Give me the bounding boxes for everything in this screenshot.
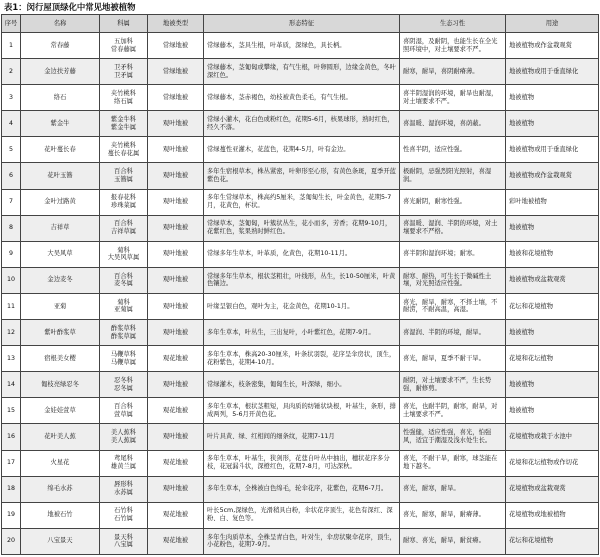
cell-morphology: 多年生肉质草本，全株呈青白色，叶对生，伞房状聚伞花序，顶生，小花粉色，花期7-9月。 [204,528,400,554]
cell-plant-name: 吉祥草 [21,215,100,241]
cell-family-genus: 忍冬科 忍冬属 [100,372,148,398]
cell-plant-name: 地被石竹 [21,502,100,528]
cell-number: 2 [2,59,21,85]
cell-use: 花境和花坛植物 [506,346,599,372]
cell-plant-name: 火星花 [21,450,100,476]
cell-plant-name: 金边麦冬 [21,267,100,293]
cell-number: 11 [2,293,21,319]
cell-ecology: 耐寒、耐热，可生长于微碱性土壤，对光照适应性强。 [400,267,506,293]
cell-ecology: 喜光，耐寒，耐旱。 [400,476,506,502]
cell-plant-name: 宿根美女樱 [21,346,100,372]
table-row [2,59,599,85]
header-morphology: 形态特征 [204,15,400,33]
cell-ecology: 耐寒，耐旱，喜阴耐瘠薄。 [400,59,506,85]
cell-number: 3 [2,85,21,111]
cell-use: 地被植物或盆栽观赏 [506,267,599,293]
cell-morphology: 多年生草本，全株被白色绵毛，轮伞花序，花紫色，花期6-7月。 [204,476,400,502]
cell-plant-name: 花叶美人蕉 [21,424,100,450]
cell-cover-type: 观叶地被 [148,372,204,398]
table-row [2,215,599,241]
cell-use: 地被植物 [506,111,599,137]
header-cover-type: 地被类型 [148,15,204,33]
cell-number: 18 [2,476,21,502]
cell-cover-type: 观叶地被 [148,476,204,502]
cell-family-genus: 菊科 大吴风草属 [100,241,148,267]
cell-number: 12 [2,320,21,346]
cell-number: 17 [2,450,21,476]
cell-use: 地被植物或作盆栽观赏 [506,163,599,189]
cell-ecology: 性强健，适应性强，喜光，怕强风，适宜于潮湿及浅水处生长。 [400,424,506,450]
cell-cover-type: 观花地被 [148,346,204,372]
cell-cover-type: 观叶地被 [148,424,204,450]
cell-plant-name: 紫金牛 [21,111,100,137]
cell-family-genus: 美人蕉科 美人蕉属 [100,424,148,450]
cell-plant-name: 花叶玉簪 [21,163,100,189]
cell-cover-type: 常绿地被 [148,85,204,111]
cell-morphology: 多年生草本，叶基生，狭剑形，花莛自叶丛中抽出，穗状花序多分枝，花冠漏斗状，深橙红色，花期7-8月，可达深秋。 [204,450,400,476]
cell-plant-name: 匍枝亮绿忍冬 [21,372,100,398]
cell-cover-type: 观叶地被 [148,293,204,319]
cell-morphology: 常绿多年生草本，叶革质，化黄色，花期10-11月。 [204,241,400,267]
cell-use: 地被植物 [506,398,599,424]
table-row [2,398,599,424]
table-row [2,85,599,111]
cell-plant-name: 金娃娃萱草 [21,398,100,424]
cell-cover-type: 常绿地被 [148,59,204,85]
cell-use: 地被和花境植物 [506,241,599,267]
cell-morphology: 多年生草本，叶丛生，三出复叶，小叶紫红色，花期7-9月。 [204,320,400,346]
table-row [2,450,599,476]
cell-use: 花境植物或地被植物 [506,502,599,528]
cell-morphology: 多年生草本，株高20-30厘米，叶条状羽裂，花序呈伞房状，顶生，花粉紫色，花期4-10月。 [204,346,400,372]
header-use: 用途 [506,15,599,33]
table-row [2,137,599,163]
cell-family-genus: 鸢尾科 雄黄兰属 [100,450,148,476]
table-caption: 表1：闵行屋顶绿化中常见地被植物 [4,2,136,12]
cell-morphology: 常绿小灌木，花白色或粉红色，花期5-6月，核果球形，熟时红色，经久不落。 [204,111,400,137]
table-row [2,346,599,372]
table-row [2,267,599,293]
cell-number: 8 [2,215,21,241]
cell-use: 地被植物或作盆栽观赏 [506,33,599,59]
cell-ecology: 喜半阴湿润的环境，耐旱也耐湿，对土壤要求不严。 [400,85,506,111]
cell-use: 花坛和花境植物 [506,528,599,554]
cell-cover-type: 观花地被 [148,502,204,528]
header-name: 名称 [21,15,100,33]
cell-number: 1 [2,33,21,59]
header-number: 序号 [2,15,21,33]
cell-use: 地被植物 [506,85,599,111]
cell-cover-type: 观叶地被 [148,241,204,267]
cell-plant-name: 金叶过路黄 [21,189,100,215]
ground-cover-plants-table [1,14,599,555]
table-row [2,424,599,450]
cell-morphology: 常绿藤本，茎具生根，叶革质，深绿色，具长柄。 [204,33,400,59]
cell-number: 5 [2,137,21,163]
cell-ecology: 喜光耐阴，耐寒性强。 [400,189,506,215]
cell-plant-name: 八宝景天 [21,528,100,554]
cell-cover-type: 常绿地被 [148,33,204,59]
table-row [2,111,599,137]
cell-morphology: 常绿草本，茎匍匐，叶簇状丛生，花小而多，芳香；花期9-10月，花紫红色，浆果熟时鲜红色。 [204,215,400,241]
cell-use: 地被植物 [506,320,599,346]
cell-use: 地被植物或用于垂直绿化 [506,137,599,163]
cell-plant-name: 金边扶芳藤 [21,59,100,85]
cell-cover-type: 观叶地被 [148,137,204,163]
header-row [2,15,599,33]
cell-cover-type: 观花地被 [148,450,204,476]
cell-morphology: 叶长5cm,深绿色，光滑稍具白粉，伞状花序顶生，花色有深红、深粉、白、复色等。 [204,502,400,528]
cell-family-genus: 百合科 麦冬属 [100,267,148,293]
cell-number: 14 [2,372,21,398]
cell-ecology: 喜光，不耐干旱，耐寒，球茎能在地下越冬。 [400,450,506,476]
table-row [2,476,599,502]
cell-family-genus: 唇形科 水苏属 [100,476,148,502]
cell-number: 4 [2,111,21,137]
cell-family-genus: 夹竹桃科 络石属 [100,85,148,111]
table-row [2,502,599,528]
cell-morphology: 叶片具黄、绿、红相间的细条纹，花期7-11月 [204,424,400,450]
cell-family-genus: 五加科 常春藤属 [100,33,148,59]
cell-number: 20 [2,528,21,554]
table-row [2,293,599,319]
cell-ecology: 喜阴湿，及耐阴，也能生长在全光照环境中，对土壤要求不严。 [400,33,506,59]
cell-number: 13 [2,346,21,372]
cell-ecology: 喜光，耐旱，夏季不耐干旱。 [400,346,506,372]
cell-family-genus: 景天科 八宝属 [100,528,148,554]
cell-cover-type: 观叶地被 [148,320,204,346]
cell-plant-name: 绵毛水苏 [21,476,100,502]
cell-number: 9 [2,241,21,267]
cell-cover-type: 观叶地被 [148,215,204,241]
cell-ecology: 耐阴，对土壤要求不严，生长势强，耐修剪。 [400,372,506,398]
cell-family-genus: 菊科 亚菊属 [100,293,148,319]
header-family-genus: 科属 [100,15,148,33]
cell-morphology: 多年生常绿草本，株高约5厘米，茎匍匐生长，叶金黄色，花期5-7月，花黄色，杯状。 [204,189,400,215]
cell-use: 花境植物或盆栽观赏 [506,476,599,502]
cell-family-genus: 百合科 吉祥草属 [100,215,148,241]
cell-number: 7 [2,189,21,215]
cell-use: 花坛和花境植物 [506,293,599,319]
cell-family-genus: 卫矛科 卫矛属 [100,59,148,85]
cell-ecology: 极耐阴，忌强烈阳光照射，喜湿润。 [400,163,506,189]
cell-cover-type: 观叶地被 [148,189,204,215]
cell-family-genus: 报春花科 珍珠菜属 [100,189,148,215]
cell-ecology: 喜温暖、湿润环境，喜荫蔽。 [400,111,506,137]
cell-use: 地被植物或用于垂直绿化 [506,59,599,85]
cell-family-genus: 酢浆草科 酢浆草属 [100,320,148,346]
cell-ecology: 耐寒、喜光，耐旱，耐贫瘠。 [400,528,506,554]
cell-morphology: 多年生宿根草本，株丛紧密，叶卵形至心形，有黄色条斑，夏季开蓝紫色花。 [204,163,400,189]
table-body [2,33,599,555]
cell-use: 花境植物或栽于水池中 [506,424,599,450]
cell-family-genus: 夹竹桃科 蔓长春花属 [100,137,148,163]
cell-family-genus: 百合科 玉簪属 [100,163,148,189]
cell-number: 19 [2,502,21,528]
cell-ecology: 喜光，耐旱，耐寒，不择土壤，不耐涝，不耐高温，高湿。 [400,293,506,319]
table-row [2,163,599,189]
cell-plant-name: 花叶蔓长春 [21,137,100,163]
cell-number: 6 [2,163,21,189]
table-row [2,189,599,215]
cell-number: 16 [2,424,21,450]
table-row [2,528,599,554]
cell-morphology: 常绿蔓性亚灌木，花蓝色，花期4-5月，叶有金边。 [204,137,400,163]
cell-plant-name: 络石 [21,85,100,111]
cell-family-genus: 紫金牛科 紫金牛属 [100,111,148,137]
cell-use: 彩叶地被植物 [506,189,599,215]
cell-cover-type: 观叶地被 [148,163,204,189]
table-row [2,241,599,267]
cell-morphology: 常绿多年生草本，根状茎粗壮，叶线形，丛生，长10-50厘米，叶黄色镶边。 [204,267,400,293]
cell-family-genus: 石竹科 石竹属 [100,502,148,528]
cell-number: 10 [2,267,21,293]
table-row [2,372,599,398]
cell-ecology: 喜温暖、湿润、半阴的环境，对土壤要求不严格。 [400,215,506,241]
cell-family-genus: 百合科 萱草属 [100,398,148,424]
table-row [2,320,599,346]
cell-ecology: 喜半阴和湿润环境；耐寒。 [400,241,506,267]
cell-plant-name: 亚菊 [21,293,100,319]
cell-cover-type: 观花地被 [148,528,204,554]
cell-plant-name: 常春藤 [21,33,100,59]
table-header [2,15,599,33]
table-row [2,33,599,59]
cell-cover-type: 观叶地被 [148,111,204,137]
header-ecology: 生态习性 [400,15,506,33]
cell-use: 地被植物 [506,372,599,398]
cell-ecology: 喜湿润、半阴的环境，耐旱。 [400,320,506,346]
cell-ecology: 性喜半阴，适应性强。 [400,137,506,163]
cell-morphology: 常绿灌木，枝条密集，匍匐生长，叶深绿，细小。 [204,372,400,398]
cell-use: 地被植物 [506,215,599,241]
cell-number: 15 [2,398,21,424]
cell-family-genus: 马鞭草科 马鞭草属 [100,346,148,372]
cell-morphology: 常绿藤本，茎赤褐色，幼枝被黄色柔毛，有气生根。 [204,85,400,111]
cell-morphology: 常绿藤本，茎匍匐或攀缘，有气生根，叶卵圆形，边缘金黄色，冬叶深红色。 [204,59,400,85]
cell-cover-type: 观叶地被 [148,267,204,293]
cell-morphology: 多年生草本，根状茎粗短，具肉质的纺锤状块根，叶基生，条形，排成两列，5-6月开黄色花。 [204,398,400,424]
cell-plant-name: 大吴风草 [21,241,100,267]
cell-cover-type: 观花地被 [148,398,204,424]
cell-plant-name: 紫叶酢浆草 [21,320,100,346]
cell-morphology: 叶缘呈银白色，观叶为主，花金黄色，花期10-1月。 [204,293,400,319]
cell-use: 花境和花坛植物或作切花 [506,450,599,476]
cell-ecology: 喜光，也耐半阴，耐寒，耐旱，对土壤要求不严。 [400,398,506,424]
cell-ecology: 喜光，耐寒，耐旱，耐瘠薄。 [400,502,506,528]
